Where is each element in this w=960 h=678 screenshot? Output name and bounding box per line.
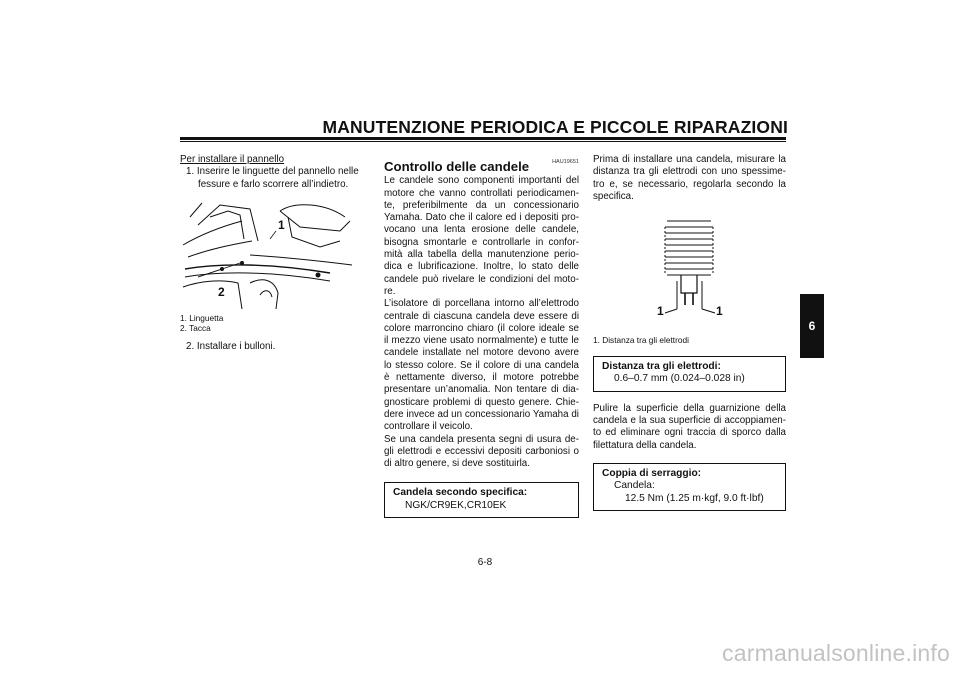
watermark: carmanualsonline.info [722, 640, 950, 666]
column-right [593, 154, 786, 511]
spec-value: NGK/CR9EK,CR10EK [405, 499, 507, 511]
figure-callout-2: 2 [218, 284, 225, 299]
caption-tacca: 2. Tacca [180, 323, 211, 334]
torque-spec-box [593, 463, 786, 512]
page-number: 6-8 [477, 557, 493, 568]
spec-title: Candela secondo specifica: [393, 487, 528, 499]
step-2: 2. Installare i bulloni. [186, 340, 276, 352]
spark-plug-spec-box [384, 482, 579, 518]
spec-title: Distanza tra gli elettrodi: [602, 360, 721, 372]
figure-callout-1: 1 [278, 217, 285, 232]
spec-label: Candela: [614, 480, 655, 492]
column-left [180, 154, 370, 353]
spark-plug-drawing [593, 211, 786, 321]
panel-drawing [180, 197, 356, 312]
header-rule-thin [180, 141, 786, 142]
section-heading: Controllo delle candele [384, 159, 530, 174]
panel-illustration [180, 197, 356, 312]
paragraph: Se una candela presenta segni di usura de- gli elettrodi e eccessivi depositi carboniosi o di altro genere, si deve sostituirla. [384, 433, 579, 470]
install-panel-subheading: Per installare il pannello [180, 154, 285, 165]
spec-value: 12.5 Nm (1.25 m·kgf, 9.0 ft·lbf) [625, 492, 764, 504]
spec-value: 0.6–0.7 mm (0.024–0.028 in) [614, 373, 745, 385]
page-title: MANUTENZIONE PERIODICA E PICCOLE RIPARAZIONI [322, 117, 788, 137]
spark-plug-gap-illustration [593, 211, 786, 321]
header-rule [180, 137, 786, 140]
paragraph: L’isolatore di porcellana intorno all’elettrodo centrale di ciascuna candela deve essere di colore marroncino chiaro (il colore ideale se il mezzo viene usato normalmente) e tutte le candele installate nel motore devono avere lo stesso colore. Se il colore di una candela è nettamente diverso, il motore potrebbe presentare un’anomalia. Non tentare di dia- gnosticare problemi di questo genere. Chie- dere invece ad un concessionario Yamaha di controllare il veicolo. [384, 298, 579, 433]
caption-linguetta: 1. Linguetta [180, 312, 224, 323]
figure-callout-gap-left: 1 [657, 304, 664, 319]
paragraph: Le candele sono componenti importanti del motore che vanno controllati periodicamen- te, preferibilmente da un concessionario Yamaha. Dato che il calore ed i depositi pro- vocano una lenta erosione delle candele, bisogna smontarle e controllarle in confor- mità alla tabella della manutenzione perio- dica e lubrificazione. Inoltre, lo stato delle candele può rivelare le condizioni del moto- re. [384, 175, 579, 297]
spec-title: Coppia di serraggio: [602, 467, 702, 479]
caption-electrode-gap: 1. Distanza tra gli elettrodi [593, 335, 689, 346]
chapter-tab: 6 [800, 294, 824, 358]
electrode-gap-spec-box [593, 356, 786, 392]
doc-id: HAU19651 [552, 159, 579, 165]
figure-callout-gap-right: 1 [716, 304, 723, 319]
column-middle [384, 154, 579, 518]
paragraph: Pulire la superficie della guarnizione della candela e la sua superficie di accoppiamen- to ed eliminare ogni traccia di sporco dalla filettatura della candela. [593, 402, 786, 451]
step-1: 1. Inserire le linguette del pannello nelle fessure e farlo scorrere all’indietro. [186, 166, 359, 190]
intro-paragraph: Prima di installare una candela, misurare la distanza tra gli elettrodi con uno spessime- tro e, se necessario, regolarla secondo la specifica. [593, 154, 786, 202]
